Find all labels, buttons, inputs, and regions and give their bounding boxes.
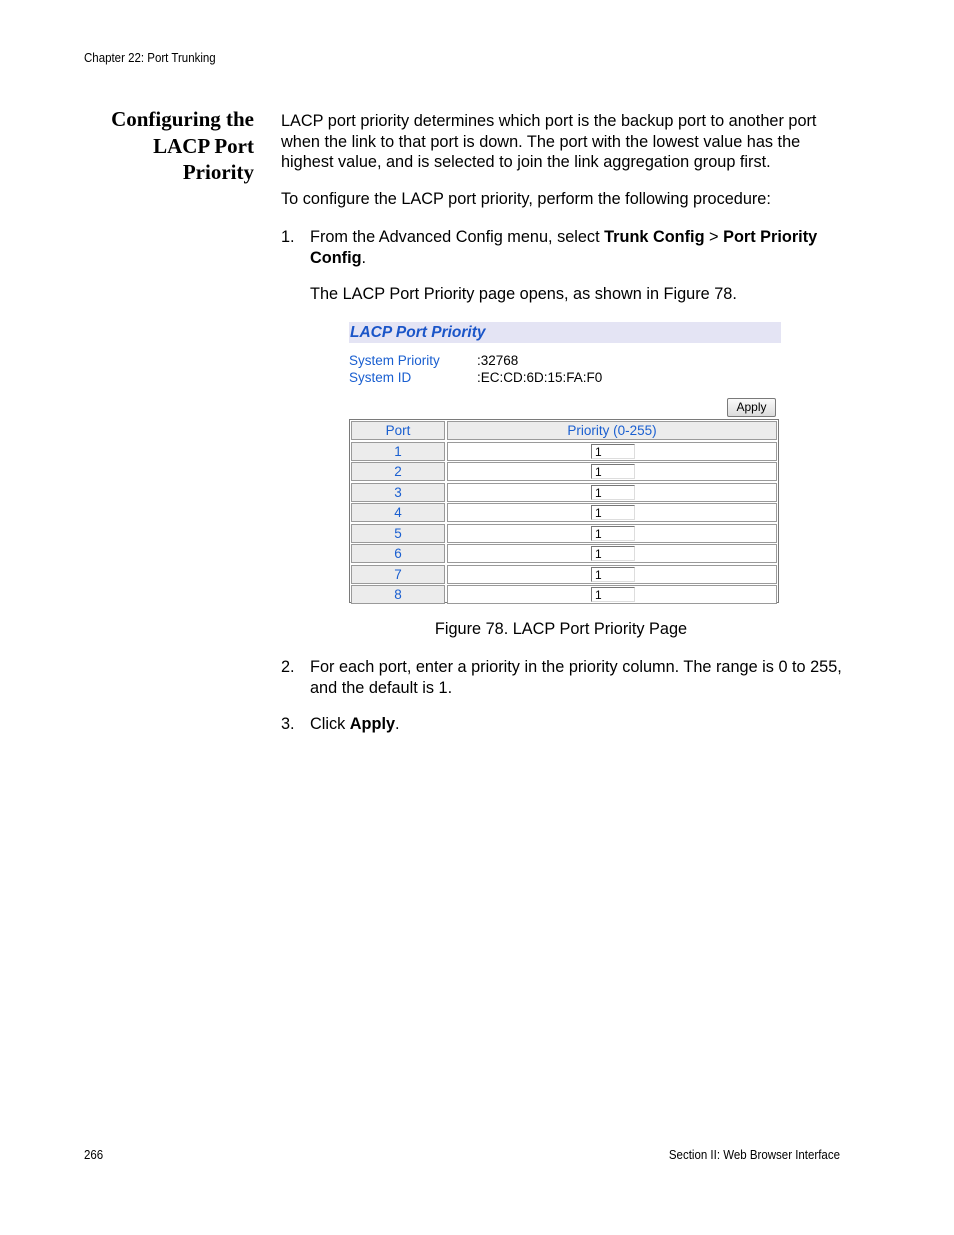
system-id-label: System ID	[349, 370, 412, 385]
lacp-port-priority-figure	[349, 322, 781, 604]
step-number: 1.	[281, 228, 295, 246]
step-1-result: The LACP Port Priority page opens, as shown in Figure 78.	[310, 285, 737, 303]
menu-path-port-priority-config: Port Priority Config	[310, 228, 818, 267]
port-link[interactable]: 2	[351, 462, 445, 481]
table-row	[351, 462, 777, 481]
priority-input[interactable]: 1	[591, 485, 635, 500]
step-text-part: From the Advanced Config menu, select	[310, 228, 605, 246]
heading-line-1: Configuring the	[111, 107, 254, 131]
procedure-intro: To configure the LACP port priority, perform the following procedure:	[281, 190, 771, 208]
port-link[interactable]: 5	[351, 524, 445, 543]
step-text	[310, 714, 851, 735]
priority-cell	[447, 524, 777, 543]
menu-path-trunk-config: Trunk Config	[604, 228, 705, 246]
table-row	[351, 544, 777, 563]
port-link[interactable]: 3	[351, 483, 445, 502]
step-text	[310, 227, 851, 268]
step-number: 2.	[281, 658, 295, 676]
system-priority-value: :32768	[477, 353, 519, 368]
page-number: 266	[84, 1148, 104, 1162]
column-header-port: Port	[351, 421, 445, 440]
priority-cell	[447, 503, 777, 522]
system-id-value: :EC:CD:6D:15:FA:F0	[477, 370, 603, 385]
table-row	[351, 503, 777, 522]
table-row	[351, 483, 777, 502]
port-link[interactable]: 6	[351, 544, 445, 563]
priority-cell	[447, 544, 777, 563]
running-header: Chapter 22: Port Trunking	[84, 51, 216, 65]
column-header-priority: Priority (0-255)	[447, 421, 777, 440]
section-heading	[60, 106, 254, 186]
step-text-part: .	[361, 248, 367, 267]
priority-input[interactable]: 1	[591, 546, 635, 561]
step-text-part: .	[395, 715, 400, 733]
port-link[interactable]: 7	[351, 565, 445, 584]
priority-input[interactable]: 1	[591, 464, 635, 479]
apply-bold: Apply	[349, 715, 396, 733]
priority-cell	[447, 483, 777, 502]
system-priority-label: System Priority	[349, 353, 440, 368]
table-row	[351, 585, 777, 604]
priority-cell	[447, 585, 777, 604]
step-text-part: Click	[310, 715, 350, 733]
apply-button[interactable]: Apply	[727, 398, 776, 417]
priority-input[interactable]: 1	[591, 505, 635, 520]
step-text: For each port, enter a priority in the priority column. The range is 0 to 255, and the default is 1.	[310, 658, 842, 697]
port-link[interactable]: 1	[351, 442, 445, 461]
priority-input[interactable]: 1	[591, 526, 635, 541]
figure-caption: Figure 78. LACP Port Priority Page	[434, 620, 688, 638]
step-number: 3.	[281, 715, 295, 733]
priority-cell	[447, 565, 777, 584]
running-footer: Section II: Web Browser Interface	[668, 1148, 840, 1162]
heading-line-3: Priority	[182, 160, 254, 184]
heading-line-2: LACP Port	[153, 133, 254, 158]
table-row	[351, 442, 777, 461]
table-row	[351, 565, 777, 584]
step-text-part: >	[704, 228, 724, 246]
intro-paragraph: LACP port priority determines which port is the backup port to another port when the link to that port is down. The port with the lowest value has the highest value, and is selected to join the link aggregation group first.	[281, 112, 817, 171]
table-header-row	[351, 421, 777, 440]
table-row	[351, 524, 777, 543]
port-link[interactable]: 4	[351, 503, 445, 522]
priority-cell	[447, 442, 777, 461]
priority-input[interactable]: 1	[591, 444, 635, 459]
port-priority-table	[349, 419, 779, 603]
priority-cell	[447, 462, 777, 481]
priority-input[interactable]: 1	[591, 567, 635, 582]
figure-page-title: LACP Port Priority	[349, 322, 781, 343]
priority-input[interactable]: 1	[591, 587, 635, 602]
port-link[interactable]: 8	[351, 585, 445, 604]
